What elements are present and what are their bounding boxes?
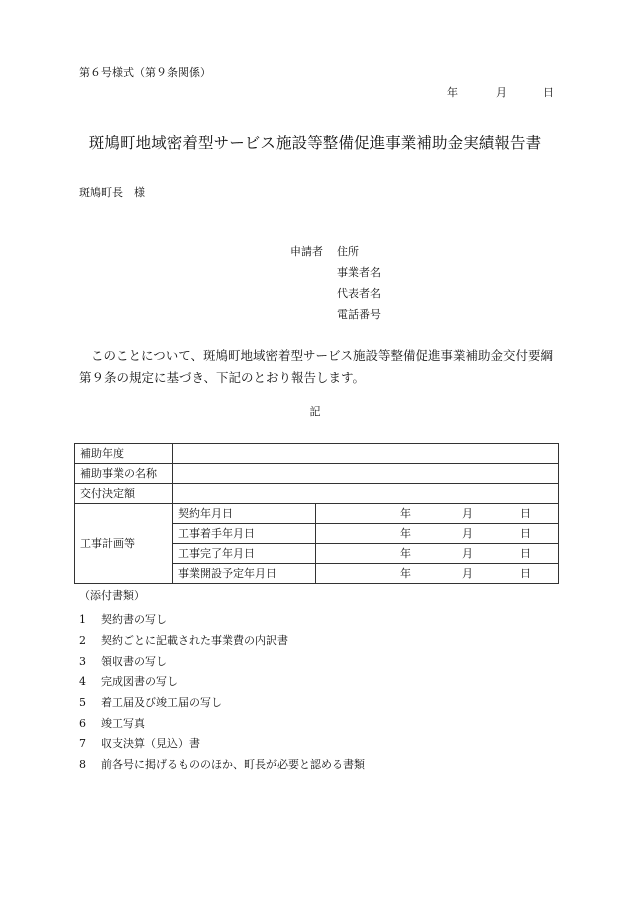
attachment-text: 竣工写真 <box>101 717 145 730</box>
attachment-text: 収支決算（見込）書 <box>101 737 200 750</box>
plan-day-label: 日 <box>520 507 531 520</box>
plan-row-date[interactable] <box>316 544 559 564</box>
attachment-text: 完成図書の写し <box>101 675 178 688</box>
plan-year-label: 年 <box>400 567 411 580</box>
list-item <box>79 613 167 626</box>
attachment-text: 契約ごとに記載された事業費の内訳書 <box>101 634 288 647</box>
plan-row-label: 工事完了年月日 <box>173 544 316 564</box>
applicant-address-label: 住所 <box>337 245 359 258</box>
attachment-text: 着工届及び竣工届の写し <box>101 696 222 709</box>
date-day-label: 日 <box>543 86 554 99</box>
applicant-business-name-label: 事業者名 <box>337 266 381 279</box>
list-item <box>79 737 200 750</box>
attachment-number: 8 <box>79 758 86 771</box>
plan-row-date[interactable] <box>316 564 559 584</box>
plan-row-date[interactable] <box>316 504 559 524</box>
plan-day-label: 日 <box>520 527 531 540</box>
document-title: 斑鳩町地域密着型サービス施設等整備促進事業補助金実績報告書 <box>88 134 542 152</box>
submission-date <box>445 86 555 100</box>
addressee: 斑鳩町長 様 <box>79 186 145 199</box>
attachment-number: 2 <box>79 634 86 647</box>
table-row-plan-contract <box>75 504 559 524</box>
table-row-fiscal-year <box>75 444 559 464</box>
list-item <box>79 717 145 730</box>
attachment-number: 3 <box>79 655 86 668</box>
plan-month-label: 月 <box>462 567 473 580</box>
attachment-number: 6 <box>79 717 86 730</box>
plan-day-label: 日 <box>520 567 531 580</box>
fiscal-year-label: 補助年度 <box>75 444 173 464</box>
attachment-number: 7 <box>79 737 86 750</box>
body-paragraph: このことについて、斑鳩町地域密着型サービス施設等整備促進事業補助金交付要綱第９条の規定に基づき、下記のとおり報告します。 <box>79 348 554 385</box>
attachments-heading: （添付書類） <box>79 589 145 602</box>
grant-amount-value[interactable] <box>173 484 559 504</box>
table-row-project-name <box>75 464 559 484</box>
project-name-value[interactable] <box>173 464 559 484</box>
plan-year-label: 年 <box>400 527 411 540</box>
list-item <box>79 655 167 668</box>
plan-day-label: 日 <box>520 547 531 560</box>
list-item <box>79 675 178 688</box>
record-table <box>74 443 559 584</box>
date-month-label: 月 <box>496 86 507 99</box>
plan-row-date[interactable] <box>316 524 559 544</box>
plan-row-label: 工事着手年月日 <box>173 524 316 544</box>
attachment-text: 前各号に掲げるもののほか、町長が必要と認める書類 <box>101 758 365 771</box>
attachment-number: 1 <box>79 613 86 626</box>
ki-heading: 記 <box>309 405 321 418</box>
plan-month-label: 月 <box>462 547 473 560</box>
list-item <box>79 758 365 771</box>
attachment-number: 4 <box>79 675 86 688</box>
applicant-representative-label: 代表者名 <box>337 287 381 300</box>
date-year-label: 年 <box>447 86 458 99</box>
construction-plan-label: 工事計画等 <box>75 504 173 584</box>
fiscal-year-value[interactable] <box>173 444 559 464</box>
plan-year-label: 年 <box>400 507 411 520</box>
plan-month-label: 月 <box>462 507 473 520</box>
attachment-text: 契約書の写し <box>101 613 167 626</box>
plan-row-label: 事業開設予定年月日 <box>173 564 316 584</box>
form-number: 第６号様式（第９条関係） <box>79 66 211 79</box>
grant-amount-label: 交付決定額 <box>75 484 173 504</box>
attachment-text: 領収書の写し <box>101 655 167 668</box>
attachment-number: 5 <box>79 696 86 709</box>
applicant-phone-label: 電話番号 <box>337 308 381 321</box>
plan-month-label: 月 <box>462 527 473 540</box>
list-item <box>79 696 222 709</box>
list-item <box>79 634 288 647</box>
project-name-label: 補助事業の名称 <box>75 464 173 484</box>
applicant-role-label: 申請者 <box>290 245 323 258</box>
table-row-grant-amount <box>75 484 559 504</box>
plan-row-label: 契約年月日 <box>173 504 316 524</box>
plan-year-label: 年 <box>400 547 411 560</box>
